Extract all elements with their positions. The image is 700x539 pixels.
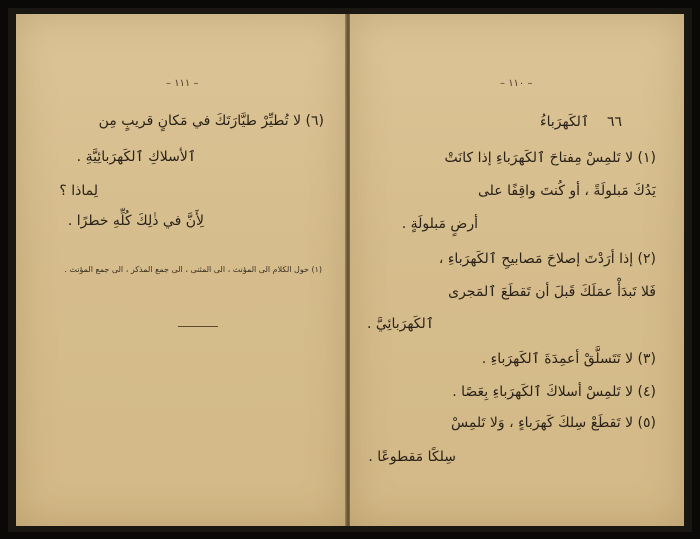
text-line: ٱلكَهرَبائِيَّ . bbox=[366, 316, 434, 332]
text-line: فَلا تَبدَأْ عمَلَكَ قَبلَ أن تَقطَعَ ٱلمَجرى bbox=[448, 284, 656, 300]
text-line: يَدُكَ مَبلولَةً ، أو كُنتَ واقِفًا على bbox=[477, 183, 656, 199]
text-line: (٥) لا تَقطَعْ سِلكَ كَهرَباءٍ ، وَلا تَلمِسْ bbox=[450, 415, 656, 431]
text-line: أرضٍ مَبلولَةٍ . bbox=[401, 216, 478, 232]
left-page bbox=[16, 14, 347, 526]
text-line: لِأَنَّ في ذٰلِكَ كُلِّهِ خطرًا . bbox=[67, 213, 204, 229]
text-line: (٦) لا تُطيِّرْ طيَّارَتَكَ في مَكانٍ قريبٍ مِن bbox=[98, 113, 324, 129]
text-line: سِلكًا مَقطوعًا . bbox=[368, 449, 456, 465]
text-line: ٱلأسلاكِ ٱلكَهرَبائِيَّةِ . bbox=[76, 149, 196, 165]
text-line: لِماذا ؟ bbox=[59, 183, 98, 199]
text-line: (٤) لا تَلمِسْ أسلاكَ ٱلكَهرَباءِ بِعَصًا . bbox=[452, 384, 656, 400]
lesson-title-row bbox=[540, 112, 622, 132]
text-line: (٣) لا تَتَسلَّقْ أعمِدَةَ ٱلكَهرَباءِ . bbox=[481, 351, 656, 367]
text-line: (١) لا تَلمِسْ مِفتاحَ ٱلكَهرَباءِ إذا كانَتْ bbox=[444, 150, 656, 166]
open-book bbox=[8, 8, 692, 532]
footnote: (١) حول الكلام الى المؤنث ، الى المثنى ، الى جمع المذكر ، الى جمع المؤنث . bbox=[64, 265, 322, 274]
separator-rule bbox=[178, 326, 218, 327]
text-line: (٢) إذا أرَدْتَ إصلاحَ مَصابيحِ ٱلكَهرَباءِ ، bbox=[438, 251, 656, 267]
lesson-title: ٱلكَهرَباءُ bbox=[540, 114, 590, 130]
page-number: – ١١١ – bbox=[166, 78, 199, 89]
page-number: – ١١٠ – bbox=[500, 78, 533, 89]
right-page bbox=[350, 14, 684, 526]
lesson-number: ٦٦ bbox=[606, 114, 622, 130]
